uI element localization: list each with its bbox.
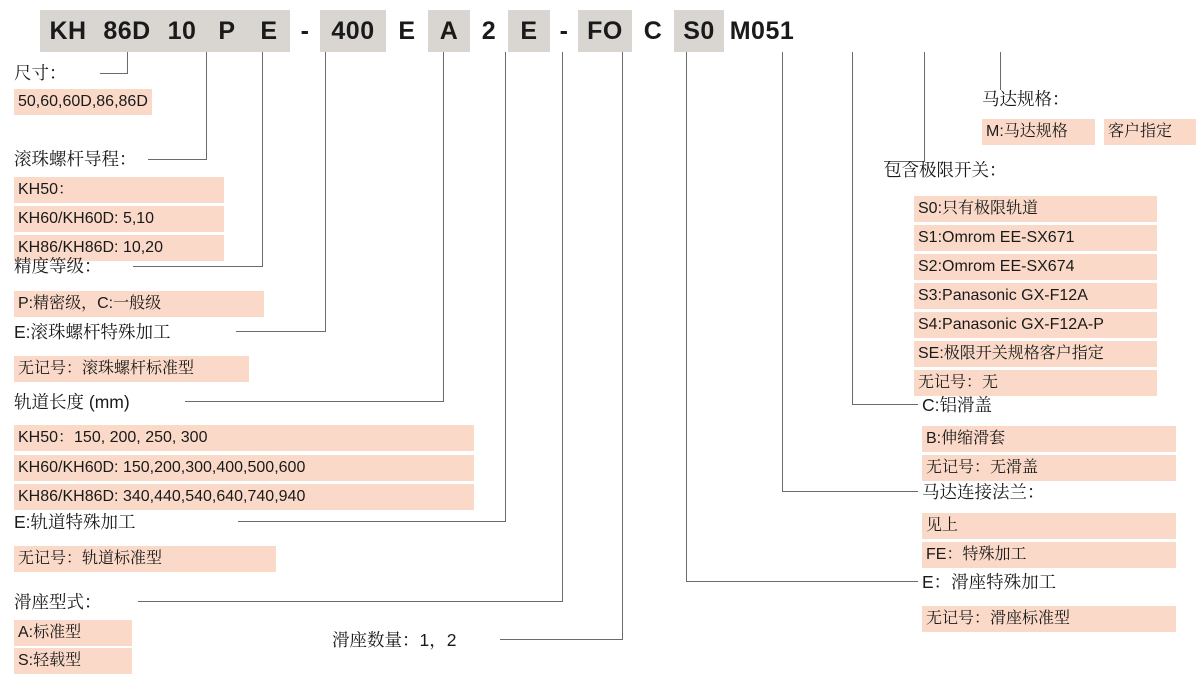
leader-line-rail-special-v — [505, 52, 506, 522]
leader-line-rail-length-v — [443, 52, 444, 402]
label-limit-switch-s1: S1:Omrom EE-SX671 — [914, 225, 1157, 251]
label-limit-switch-none: 无记号：无 — [914, 370, 1157, 396]
code-segment: E — [398, 16, 416, 45]
leader-line-screw-special-h — [236, 331, 326, 332]
label-limit-switch-s2: S2:Omrom EE-SX674 — [914, 254, 1157, 280]
label-cover-none: 无记号：无滑盖 — [922, 455, 1176, 481]
code-segment: - — [559, 16, 569, 45]
code-segment: C — [643, 16, 663, 45]
label-motor-spec-custom: 客户指定 — [1104, 119, 1196, 145]
label-size-title: 尺寸： — [14, 63, 67, 83]
code-segment: A — [428, 10, 470, 52]
leader-line-slider-qty-v — [622, 52, 623, 640]
leader-line-accuracy-v — [262, 52, 263, 267]
leader-line-screw-special-v — [325, 52, 326, 332]
label-screw-lead-kh86: KH86/KH86D: 10,20 — [14, 235, 224, 261]
label-cover-b: B:伸缩滑套 — [922, 426, 1176, 452]
leader-line-size-v — [127, 52, 128, 74]
label-screw-special-none: 无记号：滚珠螺杆标准型 — [14, 356, 249, 382]
label-motor-spec-title: 马达规格： — [982, 89, 1070, 109]
label-limit-switch-s0: S0:只有极限轨道 — [914, 196, 1157, 222]
label-limit-switch-s4: S4:Panasonic GX-F12A-P — [914, 312, 1157, 338]
label-accuracy-value: P:精密级，C:一般级 — [14, 291, 264, 317]
code-segment: - — [300, 16, 310, 45]
label-size-value: 50,60,60D,86,86D — [14, 89, 152, 115]
label-rail-special-title: E:轨道特殊加工 — [14, 512, 136, 532]
leader-line-cover-h — [852, 404, 918, 405]
leader-line-motor-flange-v — [782, 52, 783, 492]
leader-line-accuracy-h — [133, 266, 263, 267]
code-segment: 10 — [158, 10, 206, 52]
label-motor-flange-fe: FE：特殊加工 — [922, 542, 1176, 568]
label-rail-length-kh50: KH50：150, 200, 250, 300 — [14, 425, 474, 451]
label-screw-lead-kh50: KH50： — [14, 177, 224, 203]
code-segment: E — [248, 10, 290, 52]
leader-line-size-h — [100, 73, 128, 74]
label-slider-special-title: E：滑座特殊加工 — [922, 572, 1057, 592]
label-limit-switch-title: 包含极限开关： — [884, 160, 1007, 180]
label-limit-switch-s3: S3:Panasonic GX-F12A — [914, 283, 1157, 309]
label-limit-switch-se: SE:极限开关规格客户指定 — [914, 341, 1157, 367]
leader-line-slider-type-v — [562, 52, 563, 602]
label-screw-lead-title: 滚珠螺杆导程： — [14, 149, 137, 169]
label-rail-length-kh86: KH86/KH86D: 340,440,540,640,740,940 — [14, 484, 474, 510]
code-segment: M051 — [729, 16, 795, 45]
label-accuracy-title: 精度等级： — [14, 256, 102, 276]
code-segment: 86D — [96, 10, 158, 52]
leader-line-limit-switch-v — [924, 52, 925, 162]
label-slider-type-s: S:轻载型 — [14, 648, 132, 674]
code-segment: FO — [578, 10, 632, 52]
code-segment: 400 — [320, 10, 386, 52]
label-motor-flange-title: 马达连接法兰： — [922, 482, 1045, 502]
label-screw-lead-kh60: KH60/KH60D: 5,10 — [14, 206, 224, 232]
label-screw-special-title: E:滚珠螺杆特殊加工 — [14, 322, 171, 342]
label-slider-special-none: 无记号：滑座标准型 — [922, 606, 1176, 632]
part-number-code-row — [40, 10, 800, 52]
code-segment: E — [508, 10, 550, 52]
leader-line-slider-special-h — [686, 581, 918, 582]
leader-line-motor-flange-h — [782, 491, 918, 492]
label-slider-type-a: A:标准型 — [14, 620, 132, 646]
leader-line-slider-special-v — [686, 52, 687, 582]
leader-line-lead-v — [206, 52, 207, 160]
label-motor-flange-above: 见上 — [922, 513, 1176, 539]
leader-line-rail-length-h — [185, 401, 444, 402]
leader-line-slider-type-h — [138, 601, 563, 602]
label-slider-type-title: 滑座型式： — [14, 592, 102, 612]
code-segment: KH — [40, 10, 96, 52]
leader-line-slider-qty-h — [500, 639, 623, 640]
label-motor-spec-m: M:马达规格 — [982, 119, 1095, 145]
label-rail-length-kh60: KH60/KH60D: 150,200,300,400,500,600 — [14, 455, 474, 481]
leader-line-rail-special-h — [238, 521, 506, 522]
label-slider-quantity: 滑座数量：1，2 — [332, 630, 457, 650]
leader-line-motor-spec-v — [1000, 52, 1001, 90]
code-segment: S0 — [674, 10, 724, 52]
label-cover-title: C:铝滑盖 — [922, 395, 992, 415]
label-rail-special-none: 无记号：轨道标准型 — [14, 546, 276, 572]
code-segment: P — [206, 10, 248, 52]
label-rail-length-title: 轨道长度 (mm) — [14, 392, 130, 412]
leader-line-lead-h — [148, 159, 207, 160]
leader-line-cover-v — [852, 52, 853, 404]
code-segment: 2 — [481, 16, 497, 45]
